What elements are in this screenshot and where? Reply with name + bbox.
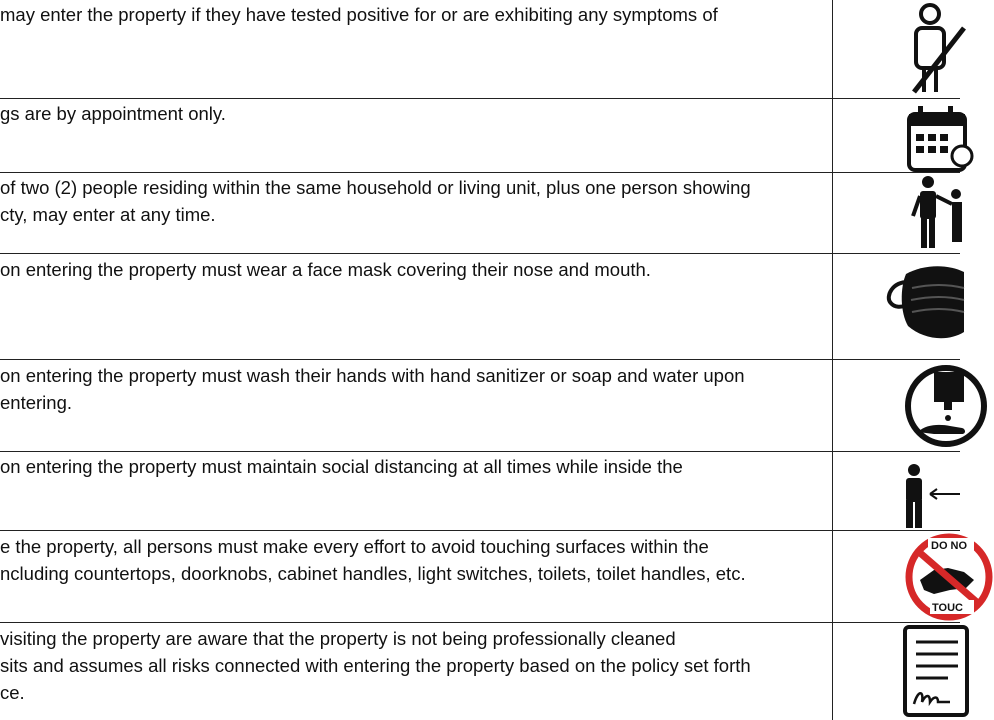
row-divider — [0, 172, 960, 173]
policy-text-household — [0, 174, 826, 228]
text-line: may enter the property if they have tested positive for or are exhibiting any symptoms of — [0, 4, 718, 25]
policy-text-no-touching — [0, 533, 826, 587]
row-divider — [0, 253, 960, 254]
text-line: visiting the property are aware that the property is not being professionally cleaned — [0, 628, 676, 649]
social-distancing-icon — [900, 462, 960, 528]
policy-text-symptoms — [0, 1, 826, 28]
policy-text-appointment — [0, 100, 826, 127]
sign-bottom-text: TOUC — [932, 602, 963, 614]
row-divider — [0, 622, 960, 623]
text-line: e the property, all persons must make every effort to avoid touching surfaces within the — [0, 536, 709, 557]
policy-text-hand-washing — [0, 362, 826, 416]
text-line: on entering the property must maintain social distancing at all times while inside the — [0, 456, 683, 477]
signed-document-icon — [902, 624, 960, 720]
text-line: of two (2) people residing within the same household or living unit, plus one person showing — [0, 177, 751, 198]
calendar-icon — [906, 104, 960, 172]
do-not-touch-icon — [904, 532, 968, 620]
hand-sanitizer-icon — [904, 362, 960, 450]
text-line: on entering the property must wear a face mask covering their nose and mouth. — [0, 259, 651, 280]
policy-text-social-distancing — [0, 453, 826, 480]
two-people-icon — [910, 174, 960, 252]
no-person-icon — [908, 0, 960, 96]
text-line: ce. — [0, 682, 25, 703]
row-divider — [0, 359, 960, 360]
row-divider — [0, 98, 960, 99]
row-divider — [0, 530, 960, 531]
text-line: sits and assumes all risks connected with entering the property based on the policy set forth — [0, 655, 751, 676]
text-line: entering. — [0, 392, 72, 413]
text-line: on entering the property must wash their hands with hand sanitizer or soap and water upon — [0, 365, 745, 386]
text-line: gs are by appointment only. — [0, 103, 226, 124]
sign-top-text: DO NO — [931, 540, 968, 552]
table-column-divider — [832, 0, 833, 720]
policy-text-face-mask — [0, 256, 826, 283]
text-line: cty, may enter at any time. — [0, 204, 216, 225]
face-mask-icon — [884, 258, 960, 354]
row-divider — [0, 451, 960, 452]
text-line: ncluding countertops, doorknobs, cabinet handles, light switches, toilets, toilet handles, etc. — [0, 563, 746, 584]
policy-text-acknowledgement — [0, 625, 826, 706]
